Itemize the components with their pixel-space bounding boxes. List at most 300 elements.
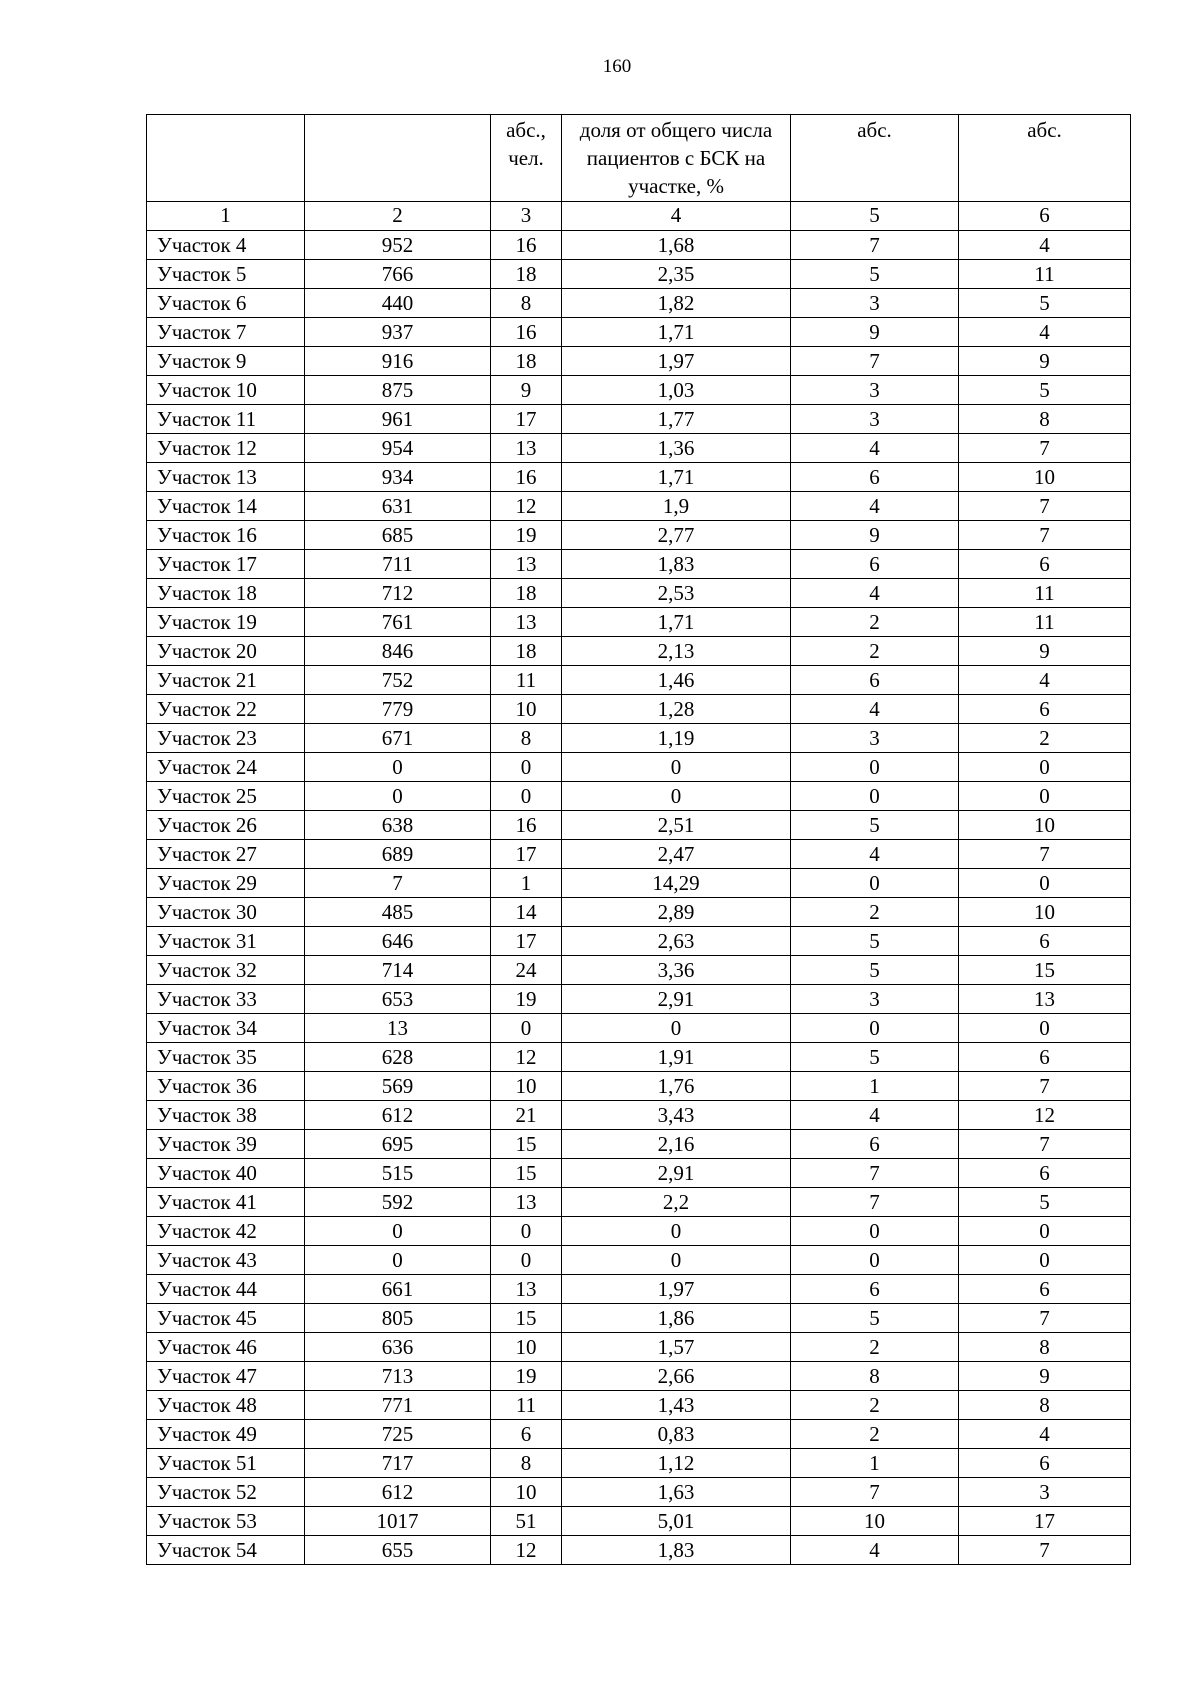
table-row bbox=[147, 1304, 1131, 1333]
table-row bbox=[147, 724, 1131, 753]
table-cell: 638 bbox=[305, 811, 491, 840]
table-cell: 18 bbox=[491, 260, 562, 289]
table-row bbox=[147, 1420, 1131, 1449]
table-row bbox=[147, 1391, 1131, 1420]
table-cell: 0 bbox=[959, 1217, 1131, 1246]
table-cell: 1,43 bbox=[562, 1391, 791, 1420]
row-label-cell: Участок 30 bbox=[147, 898, 305, 927]
table-cell: 0 bbox=[791, 782, 959, 811]
table-cell: 19 bbox=[491, 985, 562, 1014]
row-label-cell: Участок 51 bbox=[147, 1449, 305, 1478]
table-cell: 628 bbox=[305, 1043, 491, 1072]
row-label-cell: Участок 54 bbox=[147, 1536, 305, 1565]
table-cell: 10 bbox=[491, 695, 562, 724]
table-cell: 0 bbox=[491, 1014, 562, 1043]
table-cell: 4 bbox=[791, 434, 959, 463]
table-cell: 846 bbox=[305, 637, 491, 666]
table-cell: 0 bbox=[491, 753, 562, 782]
row-label-cell: Участок 21 bbox=[147, 666, 305, 695]
table-cell: 725 bbox=[305, 1420, 491, 1449]
row-label-cell: Участок 35 bbox=[147, 1043, 305, 1072]
table-cell: 3 bbox=[791, 289, 959, 318]
table-cell: 13 bbox=[491, 434, 562, 463]
table-cell: 612 bbox=[305, 1478, 491, 1507]
table-cell: 15 bbox=[491, 1130, 562, 1159]
table-cell: 11 bbox=[959, 579, 1131, 608]
table-cell: 9 bbox=[491, 376, 562, 405]
table-cell: 631 bbox=[305, 492, 491, 521]
table-cell: 7 bbox=[791, 1159, 959, 1188]
table-row bbox=[147, 550, 1131, 579]
table-row bbox=[147, 695, 1131, 724]
column-number-row bbox=[147, 202, 1131, 231]
row-label-cell: Участок 6 bbox=[147, 289, 305, 318]
table-cell: 5 bbox=[959, 1188, 1131, 1217]
table-cell: 5 bbox=[791, 811, 959, 840]
table-row bbox=[147, 1072, 1131, 1101]
table-cell: 0 bbox=[562, 1014, 791, 1043]
table-row bbox=[147, 927, 1131, 956]
table-cell: 8 bbox=[491, 289, 562, 318]
table-cell: 2,63 bbox=[562, 927, 791, 956]
table-cell: 7 bbox=[959, 840, 1131, 869]
row-label-cell: Участок 42 bbox=[147, 1217, 305, 1246]
column-number-cell: 6 bbox=[959, 202, 1131, 231]
table-cell: 5 bbox=[959, 376, 1131, 405]
table-row bbox=[147, 985, 1131, 1014]
table-cell: 2 bbox=[791, 898, 959, 927]
row-label-cell: Участок 36 bbox=[147, 1072, 305, 1101]
table-cell: 1,12 bbox=[562, 1449, 791, 1478]
table-cell: 779 bbox=[305, 695, 491, 724]
table-cell: 937 bbox=[305, 318, 491, 347]
table-cell: 11 bbox=[959, 608, 1131, 637]
table-cell: 4 bbox=[959, 231, 1131, 260]
table-header-row bbox=[147, 115, 1131, 202]
table-row bbox=[147, 1101, 1131, 1130]
table-cell: 12 bbox=[491, 1043, 562, 1072]
table-cell: 0 bbox=[959, 1246, 1131, 1275]
table-cell: 5 bbox=[791, 260, 959, 289]
table-row bbox=[147, 318, 1131, 347]
table-row bbox=[147, 463, 1131, 492]
table-cell: 689 bbox=[305, 840, 491, 869]
table-cell: 7 bbox=[791, 347, 959, 376]
table-cell: 7 bbox=[959, 1130, 1131, 1159]
table-row bbox=[147, 782, 1131, 811]
row-label-cell: Участок 23 bbox=[147, 724, 305, 753]
table-cell: 5 bbox=[791, 927, 959, 956]
table-cell: 916 bbox=[305, 347, 491, 376]
table-cell: 12 bbox=[491, 1536, 562, 1565]
row-label-cell: Участок 44 bbox=[147, 1275, 305, 1304]
table-cell: 13 bbox=[491, 1188, 562, 1217]
table-cell: 0 bbox=[305, 753, 491, 782]
table-cell: 0 bbox=[959, 869, 1131, 898]
table-cell: 612 bbox=[305, 1101, 491, 1130]
table-row bbox=[147, 1246, 1131, 1275]
table-cell: 6 bbox=[959, 1159, 1131, 1188]
table-cell: 8 bbox=[791, 1362, 959, 1391]
table-cell: 2,53 bbox=[562, 579, 791, 608]
table-cell: 9 bbox=[959, 637, 1131, 666]
table-row bbox=[147, 1159, 1131, 1188]
table-cell: 1,77 bbox=[562, 405, 791, 434]
table-row bbox=[147, 1188, 1131, 1217]
table-cell: 5 bbox=[959, 289, 1131, 318]
table-cell: 0 bbox=[791, 1246, 959, 1275]
table-row bbox=[147, 579, 1131, 608]
table-cell: 1,19 bbox=[562, 724, 791, 753]
table-cell: 1,9 bbox=[562, 492, 791, 521]
table-cell: 2 bbox=[791, 608, 959, 637]
table-cell: 4 bbox=[791, 1536, 959, 1565]
table-cell: 11 bbox=[491, 1391, 562, 1420]
table-cell: 3,36 bbox=[562, 956, 791, 985]
column-number-cell: 1 bbox=[147, 202, 305, 231]
table-cell: 934 bbox=[305, 463, 491, 492]
table-cell: 695 bbox=[305, 1130, 491, 1159]
table-cell: 4 bbox=[791, 579, 959, 608]
table-cell: 10 bbox=[791, 1507, 959, 1536]
table-row bbox=[147, 1275, 1131, 1304]
row-label-cell: Участок 11 bbox=[147, 405, 305, 434]
table-cell: 3 bbox=[791, 376, 959, 405]
table-row bbox=[147, 434, 1131, 463]
table-cell: 6 bbox=[491, 1420, 562, 1449]
row-label-cell: Участок 10 bbox=[147, 376, 305, 405]
table-cell: 0 bbox=[305, 1246, 491, 1275]
table-cell: 6 bbox=[791, 463, 959, 492]
table-cell: 2,35 bbox=[562, 260, 791, 289]
table-cell: 6 bbox=[791, 1275, 959, 1304]
table-cell: 661 bbox=[305, 1275, 491, 1304]
table-cell: 0 bbox=[491, 1217, 562, 1246]
row-label-cell: Участок 9 bbox=[147, 347, 305, 376]
table-cell: 714 bbox=[305, 956, 491, 985]
table-cell: 1 bbox=[791, 1449, 959, 1478]
table-row bbox=[147, 492, 1131, 521]
table-row bbox=[147, 260, 1131, 289]
table-cell: 0 bbox=[491, 782, 562, 811]
table-cell: 1,03 bbox=[562, 376, 791, 405]
table-row bbox=[147, 1507, 1131, 1536]
table-cell: 655 bbox=[305, 1536, 491, 1565]
row-label-cell: Участок 46 bbox=[147, 1333, 305, 1362]
table-cell: 6 bbox=[791, 666, 959, 695]
table-cell: 8 bbox=[959, 1333, 1131, 1362]
table-cell: 515 bbox=[305, 1159, 491, 1188]
table-cell: 14 bbox=[491, 898, 562, 927]
table-cell: 6 bbox=[959, 1449, 1131, 1478]
row-label-cell: Участок 18 bbox=[147, 579, 305, 608]
table-cell: 954 bbox=[305, 434, 491, 463]
row-label-cell: Участок 13 bbox=[147, 463, 305, 492]
table-cell: 8 bbox=[491, 1449, 562, 1478]
table-cell: 2,16 bbox=[562, 1130, 791, 1159]
table-cell: 0 bbox=[562, 1246, 791, 1275]
table-cell: 875 bbox=[305, 376, 491, 405]
table-row bbox=[147, 1449, 1131, 1478]
table-cell: 5 bbox=[791, 1304, 959, 1333]
table-row bbox=[147, 521, 1131, 550]
row-label-cell: Участок 26 bbox=[147, 811, 305, 840]
table-cell: 2,47 bbox=[562, 840, 791, 869]
table-cell: 0 bbox=[562, 1217, 791, 1246]
table-cell: 0 bbox=[305, 1217, 491, 1246]
table-cell: 2,2 bbox=[562, 1188, 791, 1217]
table-cell: 6 bbox=[959, 550, 1131, 579]
table-cell: 1 bbox=[491, 869, 562, 898]
row-label-cell: Участок 47 bbox=[147, 1362, 305, 1391]
row-label-cell: Участок 48 bbox=[147, 1391, 305, 1420]
table-cell: 0 bbox=[959, 782, 1131, 811]
table-cell: 1,91 bbox=[562, 1043, 791, 1072]
table-body bbox=[147, 231, 1131, 1565]
table-cell: 0 bbox=[959, 1014, 1131, 1043]
table-cell: 0 bbox=[791, 1014, 959, 1043]
table-cell: 9 bbox=[959, 1362, 1131, 1391]
table-cell: 3,43 bbox=[562, 1101, 791, 1130]
table-cell: 4 bbox=[959, 318, 1131, 347]
table-cell: 4 bbox=[791, 695, 959, 724]
table-cell: 10 bbox=[491, 1333, 562, 1362]
table-cell: 771 bbox=[305, 1391, 491, 1420]
table-cell: 952 bbox=[305, 231, 491, 260]
data-table bbox=[146, 114, 1131, 1565]
table-row bbox=[147, 1333, 1131, 1362]
table-cell: 4 bbox=[791, 492, 959, 521]
table-cell: 1,28 bbox=[562, 695, 791, 724]
table-cell: 712 bbox=[305, 579, 491, 608]
table-cell: 2 bbox=[791, 1420, 959, 1449]
table-row bbox=[147, 1478, 1131, 1507]
table-cell: 8 bbox=[491, 724, 562, 753]
table-cell: 2,89 bbox=[562, 898, 791, 927]
column-number-cell: 3 bbox=[491, 202, 562, 231]
table-cell: 2,77 bbox=[562, 521, 791, 550]
row-label-cell: Участок 12 bbox=[147, 434, 305, 463]
table-cell: 646 bbox=[305, 927, 491, 956]
table-row bbox=[147, 1130, 1131, 1159]
table-row bbox=[147, 753, 1131, 782]
table-row bbox=[147, 1536, 1131, 1565]
table-cell: 0 bbox=[791, 869, 959, 898]
header-cell: абс. bbox=[959, 115, 1131, 202]
table-cell: 13 bbox=[491, 608, 562, 637]
table-cell: 13 bbox=[491, 1275, 562, 1304]
table-cell: 17 bbox=[491, 840, 562, 869]
table-cell: 636 bbox=[305, 1333, 491, 1362]
table-cell: 2,13 bbox=[562, 637, 791, 666]
table-row bbox=[147, 956, 1131, 985]
table-cell: 4 bbox=[791, 1101, 959, 1130]
table-row bbox=[147, 347, 1131, 376]
table-cell: 0 bbox=[791, 1217, 959, 1246]
table-cell: 1,71 bbox=[562, 318, 791, 347]
table-cell: 1,46 bbox=[562, 666, 791, 695]
table-cell: 16 bbox=[491, 463, 562, 492]
table-cell: 6 bbox=[791, 1130, 959, 1159]
table-cell: 16 bbox=[491, 231, 562, 260]
table-cell: 9 bbox=[791, 318, 959, 347]
table-cell: 6 bbox=[791, 550, 959, 579]
table-cell: 18 bbox=[491, 637, 562, 666]
page-number: 160 bbox=[602, 56, 632, 77]
table-cell: 1,83 bbox=[562, 550, 791, 579]
table-row bbox=[147, 608, 1131, 637]
table-cell: 653 bbox=[305, 985, 491, 1014]
row-label-cell: Участок 32 bbox=[147, 956, 305, 985]
table-cell: 15 bbox=[491, 1159, 562, 1188]
table-cell: 8 bbox=[959, 405, 1131, 434]
table-cell: 9 bbox=[959, 347, 1131, 376]
table-cell: 6 bbox=[959, 1275, 1131, 1304]
row-label-cell: Участок 39 bbox=[147, 1130, 305, 1159]
table-cell: 766 bbox=[305, 260, 491, 289]
table-row bbox=[147, 840, 1131, 869]
table-cell: 592 bbox=[305, 1188, 491, 1217]
table-cell: 7 bbox=[959, 492, 1131, 521]
table-cell: 685 bbox=[305, 521, 491, 550]
table-cell: 1,68 bbox=[562, 231, 791, 260]
row-label-cell: Участок 53 bbox=[147, 1507, 305, 1536]
table-cell: 0,83 bbox=[562, 1420, 791, 1449]
table-cell: 2,66 bbox=[562, 1362, 791, 1391]
table-cell: 569 bbox=[305, 1072, 491, 1101]
table-cell: 11 bbox=[491, 666, 562, 695]
row-label-cell: Участок 43 bbox=[147, 1246, 305, 1275]
table-cell: 10 bbox=[491, 1478, 562, 1507]
column-number-cell: 2 bbox=[305, 202, 491, 231]
table-cell: 440 bbox=[305, 289, 491, 318]
table-cell: 7 bbox=[791, 1478, 959, 1507]
table-cell: 13 bbox=[305, 1014, 491, 1043]
table-cell: 0 bbox=[562, 782, 791, 811]
table-row bbox=[147, 1043, 1131, 1072]
header-cell bbox=[305, 115, 491, 202]
table-cell: 2 bbox=[791, 637, 959, 666]
table-row bbox=[147, 289, 1131, 318]
table-cell: 805 bbox=[305, 1304, 491, 1333]
table-cell: 3 bbox=[959, 1478, 1131, 1507]
row-label-cell: Участок 16 bbox=[147, 521, 305, 550]
table-row bbox=[147, 666, 1131, 695]
row-label-cell: Участок 7 bbox=[147, 318, 305, 347]
table-cell: 3 bbox=[791, 985, 959, 1014]
table-cell: 1,97 bbox=[562, 1275, 791, 1304]
table-row bbox=[147, 811, 1131, 840]
table-cell: 6 bbox=[959, 927, 1131, 956]
column-number-cell: 5 bbox=[791, 202, 959, 231]
row-label-cell: Участок 49 bbox=[147, 1420, 305, 1449]
table-cell: 21 bbox=[491, 1101, 562, 1130]
header-cell bbox=[147, 115, 305, 202]
table-cell: 17 bbox=[959, 1507, 1131, 1536]
table-row bbox=[147, 869, 1131, 898]
table-cell: 7 bbox=[959, 434, 1131, 463]
table-cell: 24 bbox=[491, 956, 562, 985]
table-cell: 4 bbox=[959, 1420, 1131, 1449]
table-cell: 4 bbox=[959, 666, 1131, 695]
table-row bbox=[147, 1362, 1131, 1391]
table-row bbox=[147, 898, 1131, 927]
table-cell: 5 bbox=[791, 1043, 959, 1072]
table-cell: 7 bbox=[959, 521, 1131, 550]
table-cell: 5,01 bbox=[562, 1507, 791, 1536]
row-label-cell: Участок 27 bbox=[147, 840, 305, 869]
table-cell: 2,51 bbox=[562, 811, 791, 840]
table-cell: 2,91 bbox=[562, 1159, 791, 1188]
table-cell: 2,91 bbox=[562, 985, 791, 1014]
table-cell: 717 bbox=[305, 1449, 491, 1478]
row-label-cell: Участок 25 bbox=[147, 782, 305, 811]
table-cell: 1,82 bbox=[562, 289, 791, 318]
table-cell: 8 bbox=[959, 1391, 1131, 1420]
table-cell: 7 bbox=[959, 1072, 1131, 1101]
table-cell: 0 bbox=[491, 1246, 562, 1275]
table-cell: 13 bbox=[959, 985, 1131, 1014]
table-cell: 16 bbox=[491, 811, 562, 840]
table-cell: 1,71 bbox=[562, 608, 791, 637]
table-cell: 2 bbox=[791, 1391, 959, 1420]
table-cell: 2 bbox=[791, 1333, 959, 1362]
table-cell: 11 bbox=[959, 260, 1131, 289]
row-label-cell: Участок 4 bbox=[147, 231, 305, 260]
row-label-cell: Участок 41 bbox=[147, 1188, 305, 1217]
table-cell: 18 bbox=[491, 347, 562, 376]
row-label-cell: Участок 17 bbox=[147, 550, 305, 579]
table-cell: 0 bbox=[791, 753, 959, 782]
row-label-cell: Участок 14 bbox=[147, 492, 305, 521]
table-cell: 3 bbox=[791, 724, 959, 753]
table-cell: 10 bbox=[491, 1072, 562, 1101]
table-cell: 1,86 bbox=[562, 1304, 791, 1333]
table-cell: 7 bbox=[791, 231, 959, 260]
table-cell: 2 bbox=[959, 724, 1131, 753]
table-cell: 0 bbox=[562, 753, 791, 782]
table-cell: 1 bbox=[791, 1072, 959, 1101]
table-cell: 961 bbox=[305, 405, 491, 434]
table-cell: 7 bbox=[791, 1188, 959, 1217]
table-cell: 10 bbox=[959, 811, 1131, 840]
row-label-cell: Участок 24 bbox=[147, 753, 305, 782]
table-cell: 6 bbox=[959, 1043, 1131, 1072]
table-cell: 12 bbox=[959, 1101, 1131, 1130]
table-cell: 1,57 bbox=[562, 1333, 791, 1362]
table-cell: 1,63 bbox=[562, 1478, 791, 1507]
table-cell: 9 bbox=[791, 521, 959, 550]
row-label-cell: Участок 29 bbox=[147, 869, 305, 898]
row-label-cell: Участок 31 bbox=[147, 927, 305, 956]
row-label-cell: Участок 5 bbox=[147, 260, 305, 289]
table-row bbox=[147, 1217, 1131, 1246]
table-cell: 1,71 bbox=[562, 463, 791, 492]
table-cell: 3 bbox=[791, 405, 959, 434]
table-cell: 7 bbox=[305, 869, 491, 898]
table-cell: 1,36 bbox=[562, 434, 791, 463]
row-label-cell: Участок 38 bbox=[147, 1101, 305, 1130]
header-cell: абс. bbox=[791, 115, 959, 202]
row-label-cell: Участок 45 bbox=[147, 1304, 305, 1333]
table-cell: 4 bbox=[791, 840, 959, 869]
table-row bbox=[147, 376, 1131, 405]
table-cell: 6 bbox=[959, 695, 1131, 724]
table-cell: 12 bbox=[491, 492, 562, 521]
table-cell: 10 bbox=[959, 463, 1131, 492]
table-cell: 1017 bbox=[305, 1507, 491, 1536]
table-cell: 711 bbox=[305, 550, 491, 579]
